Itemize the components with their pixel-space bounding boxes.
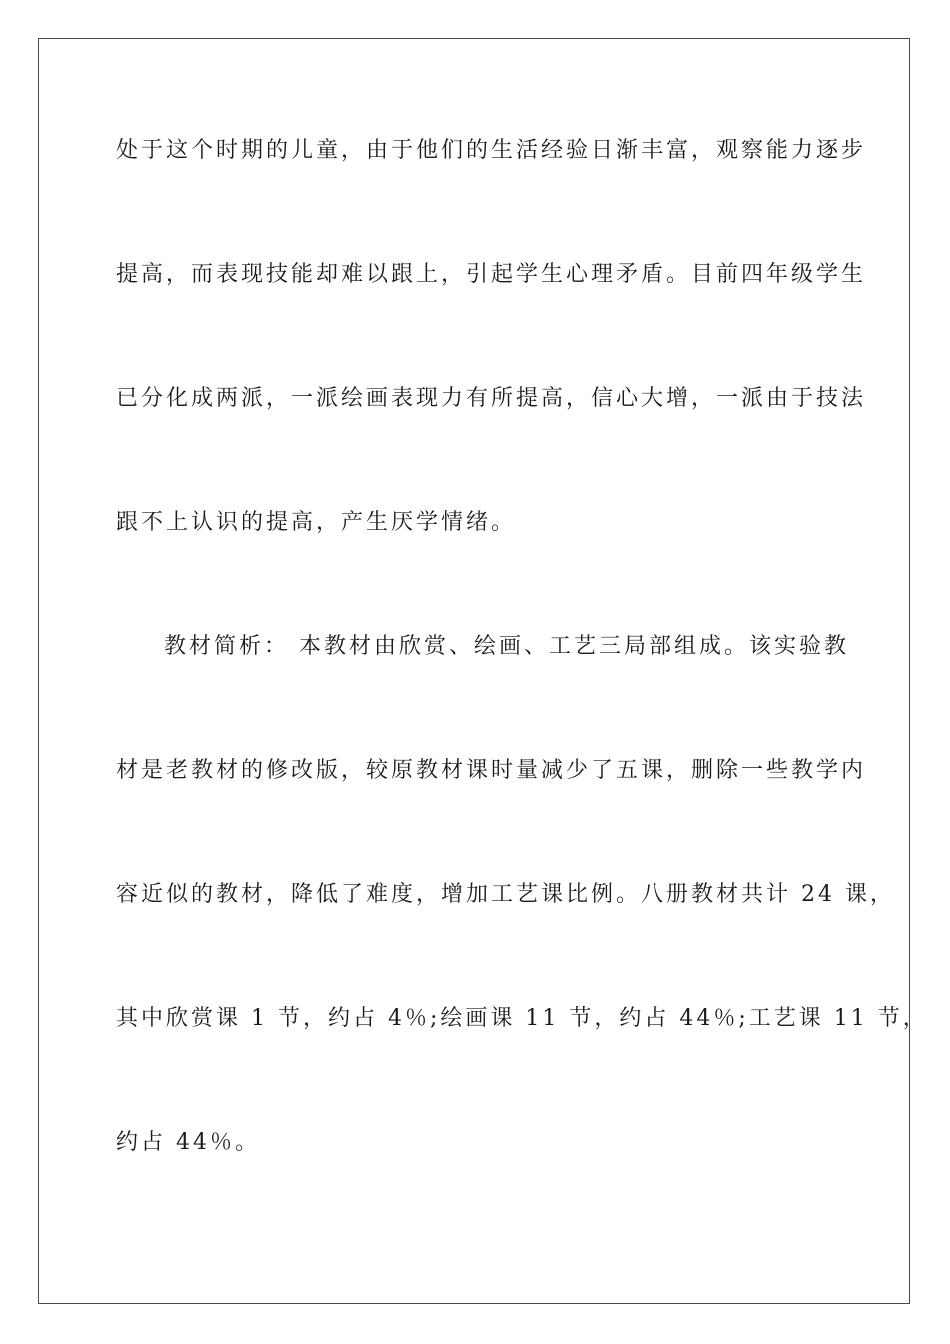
- paragraph-line: 其中欣赏课 1 节，约占 4％;绘画课 11 节，约占 44％;工艺课 11 节，: [116, 1006, 928, 1031]
- paragraph-line: 跟不上认识的提高，产生厌学情绪。: [116, 510, 517, 535]
- paragraph-line: 材是老教材的修改版，较原教材课时量减少了五课，删除一些教学内: [116, 758, 867, 783]
- paragraph-line: 教材简析： 本教材由欣赏、绘画、工艺三局部组成。该实验教: [164, 634, 849, 659]
- paragraph-line: 约占 44％。: [116, 1130, 260, 1155]
- page-border: [38, 38, 910, 1304]
- paragraph-line: 容近似的教材，降低了难度，增加工艺课比例。八册教材共计 24 课，: [116, 882, 895, 907]
- paragraph-line: 提高，而表现技能却难以跟上，引起学生心理矛盾。目前四年级学生: [116, 262, 867, 287]
- paragraph-line: 已分化成两派，一派绘画表现力有所提高，信心大增，一派由于技法: [116, 386, 867, 411]
- paragraph-line: 处于这个时期的儿童，由于他们的生活经验日渐丰富，观察能力逐步: [116, 138, 867, 163]
